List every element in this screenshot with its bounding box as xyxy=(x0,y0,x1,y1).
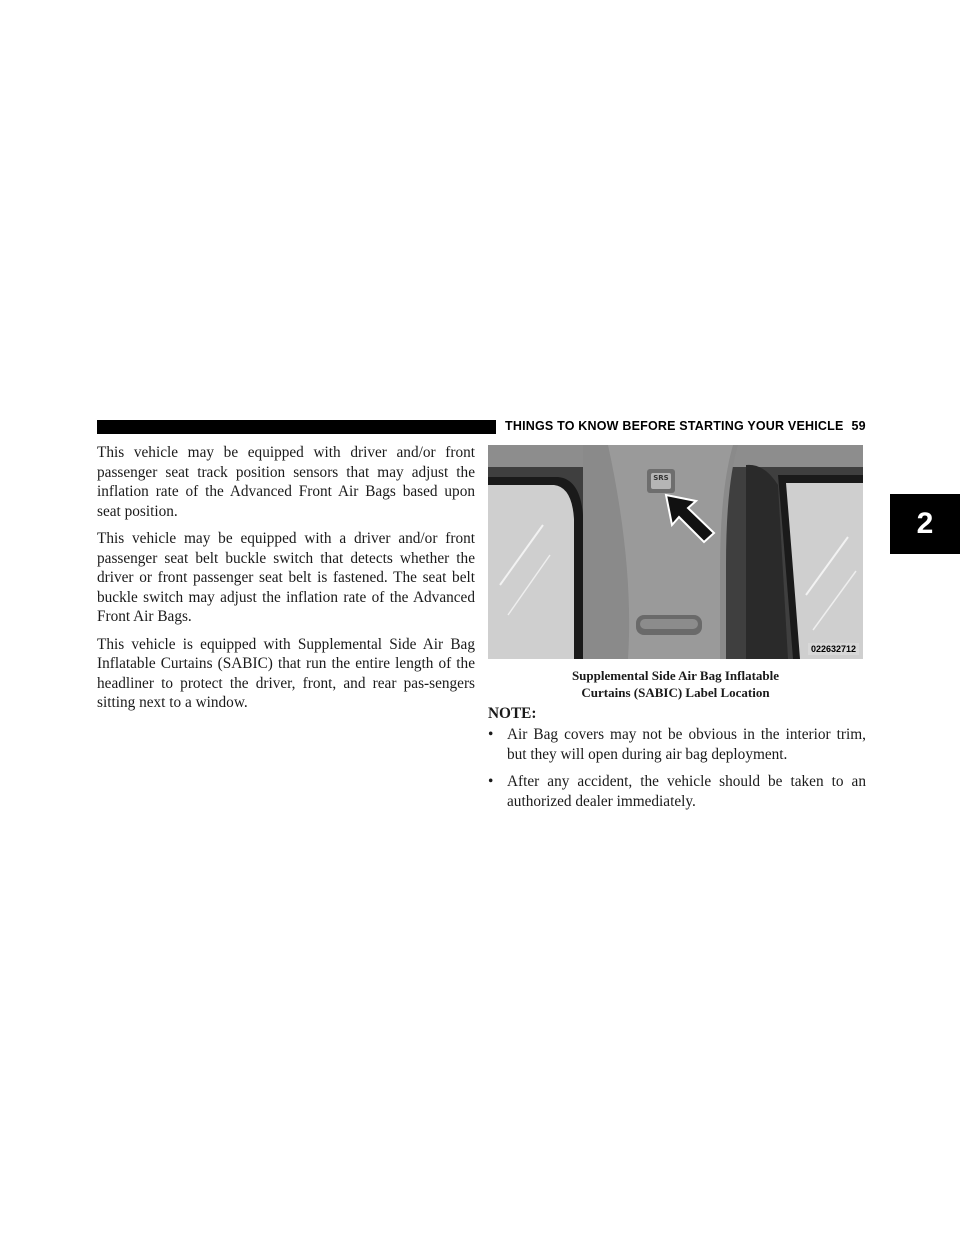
figure-code: 022632712 xyxy=(808,643,859,655)
bullet-text: Air Bag covers may not be obvious in the interior trim, but they will open during air bag deployment. xyxy=(507,726,866,763)
note-heading: NOTE: xyxy=(488,705,537,722)
caption-line: Curtains (SABIC) Label Location xyxy=(581,685,770,700)
section-title: THINGS TO KNOW BEFORE STARTING YOUR VEHICLE xyxy=(505,419,844,433)
bullet-icon: • xyxy=(488,773,494,790)
bullet-icon: • xyxy=(488,726,494,743)
chapter-tab: 2 xyxy=(890,494,960,554)
paragraph: This vehicle may be equipped with driver and/or front passenger seat track position sensors that may adjust the inflation rate of the Advanced Front Air Bags based upon seat position. xyxy=(97,444,475,520)
header-bar xyxy=(97,420,496,434)
left-column xyxy=(97,443,475,721)
page-number: 59 xyxy=(851,419,866,433)
caption-line: Supplemental Side Air Bag Inflatable xyxy=(571,668,780,683)
paragraph: This vehicle may be equipped with a driver and/or front passenger seat belt buckle switch that detects whether the driver or front passenger seat belt is fastened. The seat belt buckle switch may adjust the inflation rate of the Advanced Front Air Bags. xyxy=(97,530,475,625)
running-header xyxy=(505,419,866,433)
bullet-text: After any accident, the vehicle should be taken to an authorized dealer immediately. xyxy=(507,773,866,810)
note-bullet xyxy=(488,725,866,764)
sabic-label-photo xyxy=(488,445,863,659)
srs-label-text: SRS xyxy=(653,474,669,482)
note-block xyxy=(488,704,866,819)
paragraph: This vehicle is equipped with Supplemental Side Air Bag Inflatable Curtains (SABIC) that run the entire length of the headliner to protect the driver, front, and rear pas-sengers sitting next to a window. xyxy=(97,635,475,711)
note-bullet xyxy=(488,772,866,811)
figure-caption xyxy=(488,667,863,701)
vehicle-interior-illustration xyxy=(488,445,863,659)
